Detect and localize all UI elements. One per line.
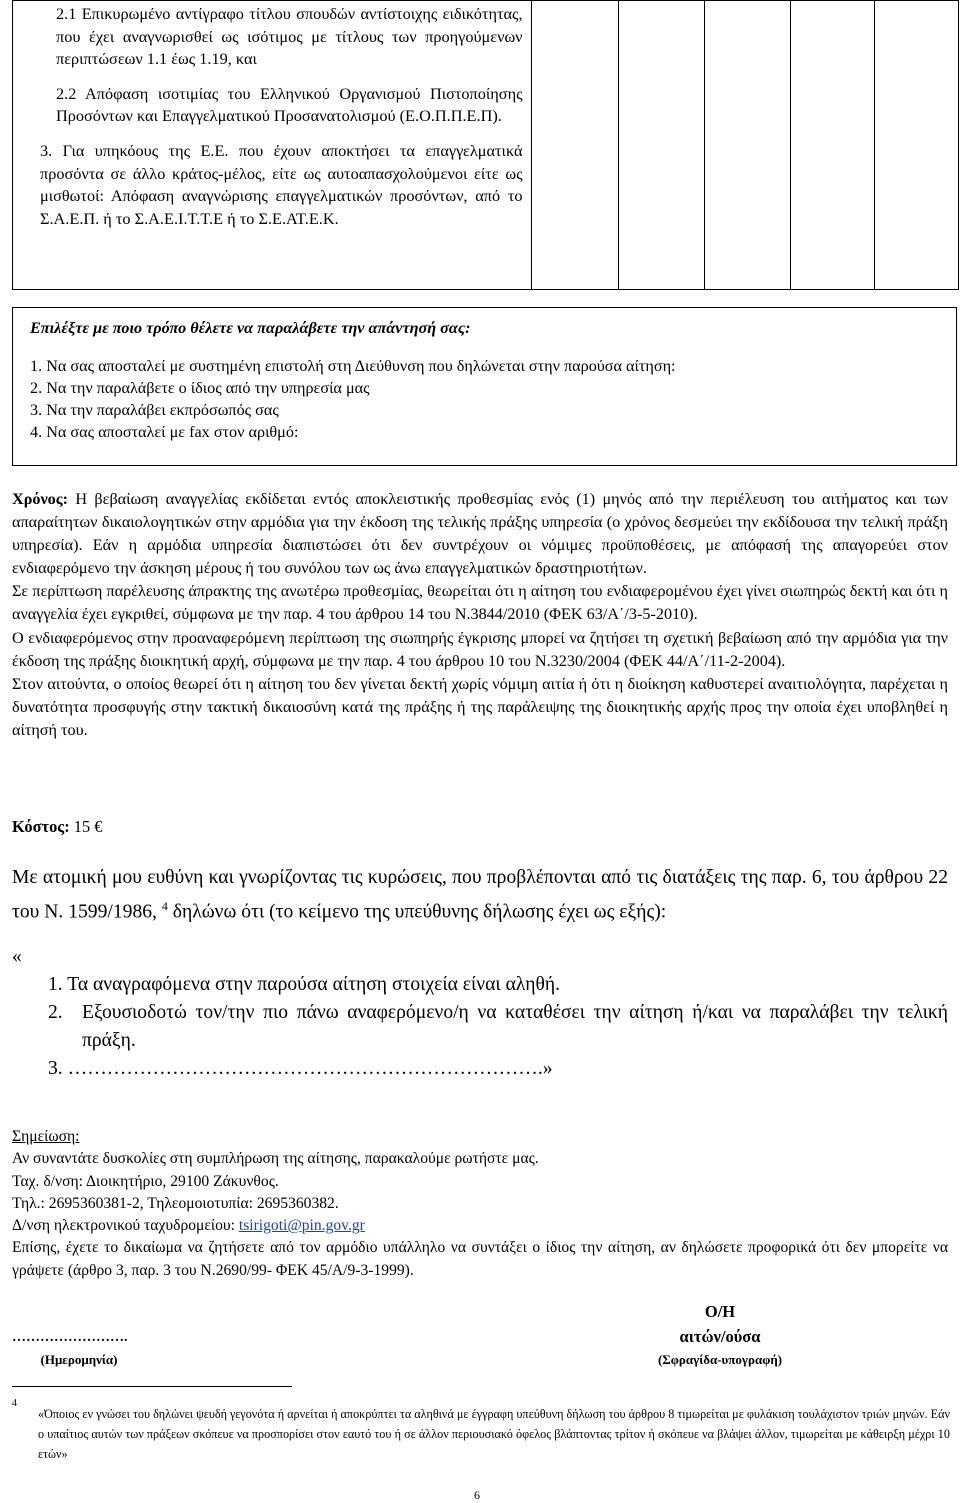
note-phone: Τηλ.: 2695360381-2, Τηλεομοιοτυπία: 2695360382. [12, 1194, 339, 1212]
note-section [12, 1126, 948, 1282]
requirement-2-1: 2.1 Επικυρωμένο αντίγραφο τίτλου σπουδών αντίστοιχης ειδικότητας, που έχει αναγνωρισθεί ως ισότιμος με τίτλους των προηγούμενων περιπτώσεων 1.1 έως 1.19, και [56, 4, 523, 69]
cost-value: 15 € [69, 817, 103, 836]
time-paragraph-3: Ο ενδιαφερόμενος στην προαναφερόμενη περίπτωση της σιωπηρής έγκρισης μπορεί να ζητήσει τη σχετική βεβαίωση από την αρμόδια για την έκδοση της πράξης διοικητική αρχή, σύμφωνα με την παρ. 4 του άρθρου 10 του Ν.3230/2004 (ΦΕΚ 44/Α΄/11-2-2004). [12, 628, 948, 670]
reply-option-4[interactable]: 4. Να σας αποσταλεί με fax στον αριθμό: [30, 423, 299, 441]
note-email-label: Δ/νση ηλεκτρονικού ταχυδρομείου: [12, 1217, 239, 1235]
note-line-5: Επίσης, έχετε το δικαίωμα να ζητήσετε από τον αρμόδιο υπάλληλο να συντάξει ο ίδιος την αίτηση, αν δηλώσετε προφορικά ότι δεν μπορείτε να γράψετε (άρθρο 3, παρ. 3 του Ν.2690/99- ΦΕΚ 45/Α/9-3-1999). [12, 1239, 948, 1279]
reply-method-options [30, 355, 676, 443]
requirements-cell [13, 1, 532, 290]
empty-cell [875, 1, 959, 290]
oh-label: Ο/Η [704, 1302, 736, 1321]
note-label: Σημείωση: [12, 1128, 80, 1145]
time-paragraph-4: Στον αιτούντα, ο οποίος θεωρεί ότι η αίτηση του δεν γίνεται δεκτή χωρίς νόμιμη αιτία ή ότι η διοίκηση καθυστερεί αναιτιολόγητα, παρέχεται η δυνατότητα προσφυγής στην τακτική δικαιοσύνη κατά της πράξης ή της παράλειψης της διοικητικής αρχής προς την οποία έχει υποβληθεί η αίτησή του. [12, 674, 948, 739]
declaration-item-2-number: 2. [48, 1002, 63, 1023]
footnote-divider [12, 1386, 292, 1387]
reply-method-title: Επιλέξτε με ποιο τρόπο θέλετε να παραλάβετε την απάντησή σας: [30, 319, 471, 337]
note-line-1: Αν συναντάτε δυσκολίες στη συμπλήρωση της αίτησης, παρακαλούμε ρωτήστε μας. [12, 1150, 539, 1168]
cost-label: Κόστος: [12, 817, 70, 836]
email-link[interactable]: tsirigoti@pin.gov.gr [238, 1217, 365, 1235]
applicant-label: αιτών/ούσα [679, 1327, 761, 1346]
note-address: Ταχ. δ/νση: Διοικητήριο, 29100 Ζάκυνθος. [12, 1172, 279, 1190]
footnote-text: «Όποιος εν γνώσει του δηλώνει ψευδή γεγονότα ή αρνείται ή αποκρύπτει τα αληθινά με έγγραφη υπεύθυνη δήλωση του άρθρου 8 τιμωρείται με φυλάκιση τουλάχιστον τριών μηνών. Εάν ο υπαίτιος αυτών των πράξεων σκόπευε να προσπορίσει στον εαυτό του ή σε άλλον περιουσιακό όφελος βλάπτοντας τρίτον ή σκόπευε να βλάψει άλλον, τιμωρείται με κάθειρξη μέχρι 10 ετών» [38, 1407, 950, 1461]
empty-cell [531, 1, 619, 290]
reply-option-2[interactable]: 2. Να την παραλάβετε ο ίδιος από την υπηρεσία μας [30, 379, 370, 397]
empty-cell [705, 1, 791, 290]
cost-line [12, 817, 102, 837]
time-paragraph-1: Η βεβαίωση αναγγελίας εκδίδεται εντός αποκλειστικής προθεσμίας ενός (1) μηνός από την περιέλευση του αιτήματος και των απαραίτητων δικαιολογητικών στην αρμόδια για την έκδοση της τελικής πράξης υπηρεσία (ο χρόνος δεσμεύει την εκδίδουσα την τελική πράξη υπηρεσία). Εάν η αρμόδια υπηρεσία διαπιστώσει ότι δεν συντρέχουν οι νόμιμες προϋποθέσεις, με απόφασή της απαγορεύει στον ενδιαφερόμενο την άσκηση μέρους ή του συνόλου των ως άνω επαγγελματικών δραστηριοτήτων. [12, 490, 948, 578]
requirement-3: 3. Για υπηκόους της Ε.Ε. που έχουν αποκτήσει τα επαγγελματικά προσόντα σε άλλο κράτος-μέλος, είτε ως αυτοαπασχολούμενοι είτε ως μισθωτοί: Απόφαση αναγνώρισης επαγγελματικών προσόντων, από το Σ.Α.Ε.Π. ή το Σ.Α.Ε.Ι.Τ.Τ.Ε ή το Σ.Ε.ΑΤ.Ε.Κ. [40, 140, 523, 228]
reply-option-3[interactable]: 3. Να την παραλάβει εκπρόσωπός σας [30, 401, 279, 419]
seal-signature-label: (Σφραγίδα-υπογραφή) [657, 1352, 783, 1367]
footnote-mark: 4 [12, 1398, 17, 1409]
declaration-item-2: Εξουσιοδοτώ τον/την πιο πάνω αναφερόμενο/η να καταθέσει την αίτηση ή/και να παραλάβει την τελική πράξη. [82, 1002, 948, 1051]
time-paragraph-2: Σε περίπτωση παρέλευσης άπρακτης της ανωτέρω προθεσμίας, θεωρείται ότι η αίτηση του ενδιαφερομένου έχει γίνει σιωπηρώς δεκτή και ότι η αναγγελία έχει εγκριθεί, σύμφωνα με την παρ. 4 του άρθρου 14 του Ν.3844/2010 (ΦΕΚ 63/Α΄/3-5-2010). [12, 582, 948, 624]
page-number: 6 [474, 1488, 480, 1502]
requirement-2-2: 2.2 Απόφαση ισοτιμίας του Ελληνικού Οργανισμού Πιστοποίησης Προσόντων και Επαγγελματικού Προσανατολισμού (Ε.Ο.Π.Π.Ε.Π). [56, 83, 523, 126]
requirements-table [12, 0, 959, 290]
time-section [12, 488, 948, 742]
declaration-intro: Με ατομική μου ευθύνη και γνωρίζοντας τις κυρώσεις, που προβλέπονται από τις διατάξεις της παρ. 6, του άρθρου 22 του Ν. 1599/1986, $^4$ δηλώνω ότι (το κείμενο της υπεύθυνης δήλωσης έχει ως εξής): [12, 867, 948, 923]
time-label: Χρόνος: [12, 490, 68, 508]
empty-cell [791, 1, 875, 290]
footnote-ref: 4 [161, 899, 168, 913]
reply-option-1[interactable]: 1. Να σας αποσταλεί με συστημένη επιστολή στη Διεύθυνση που δηλώνεται στην παρούσα αίτηση: [30, 357, 676, 375]
open-quote: « [12, 946, 22, 967]
declaration-item-1: 1. Τα αναγραφόμενα στην παρούσα αίτηση στοιχεία είναι αληθή. [48, 974, 560, 995]
declaration-item-3: 3. ……………………………………………………………….» [48, 1058, 553, 1079]
empty-cell [619, 1, 705, 290]
date-label: (Ημερομηνία) [40, 1352, 118, 1367]
date-dots: ……………………. [12, 1330, 128, 1345]
